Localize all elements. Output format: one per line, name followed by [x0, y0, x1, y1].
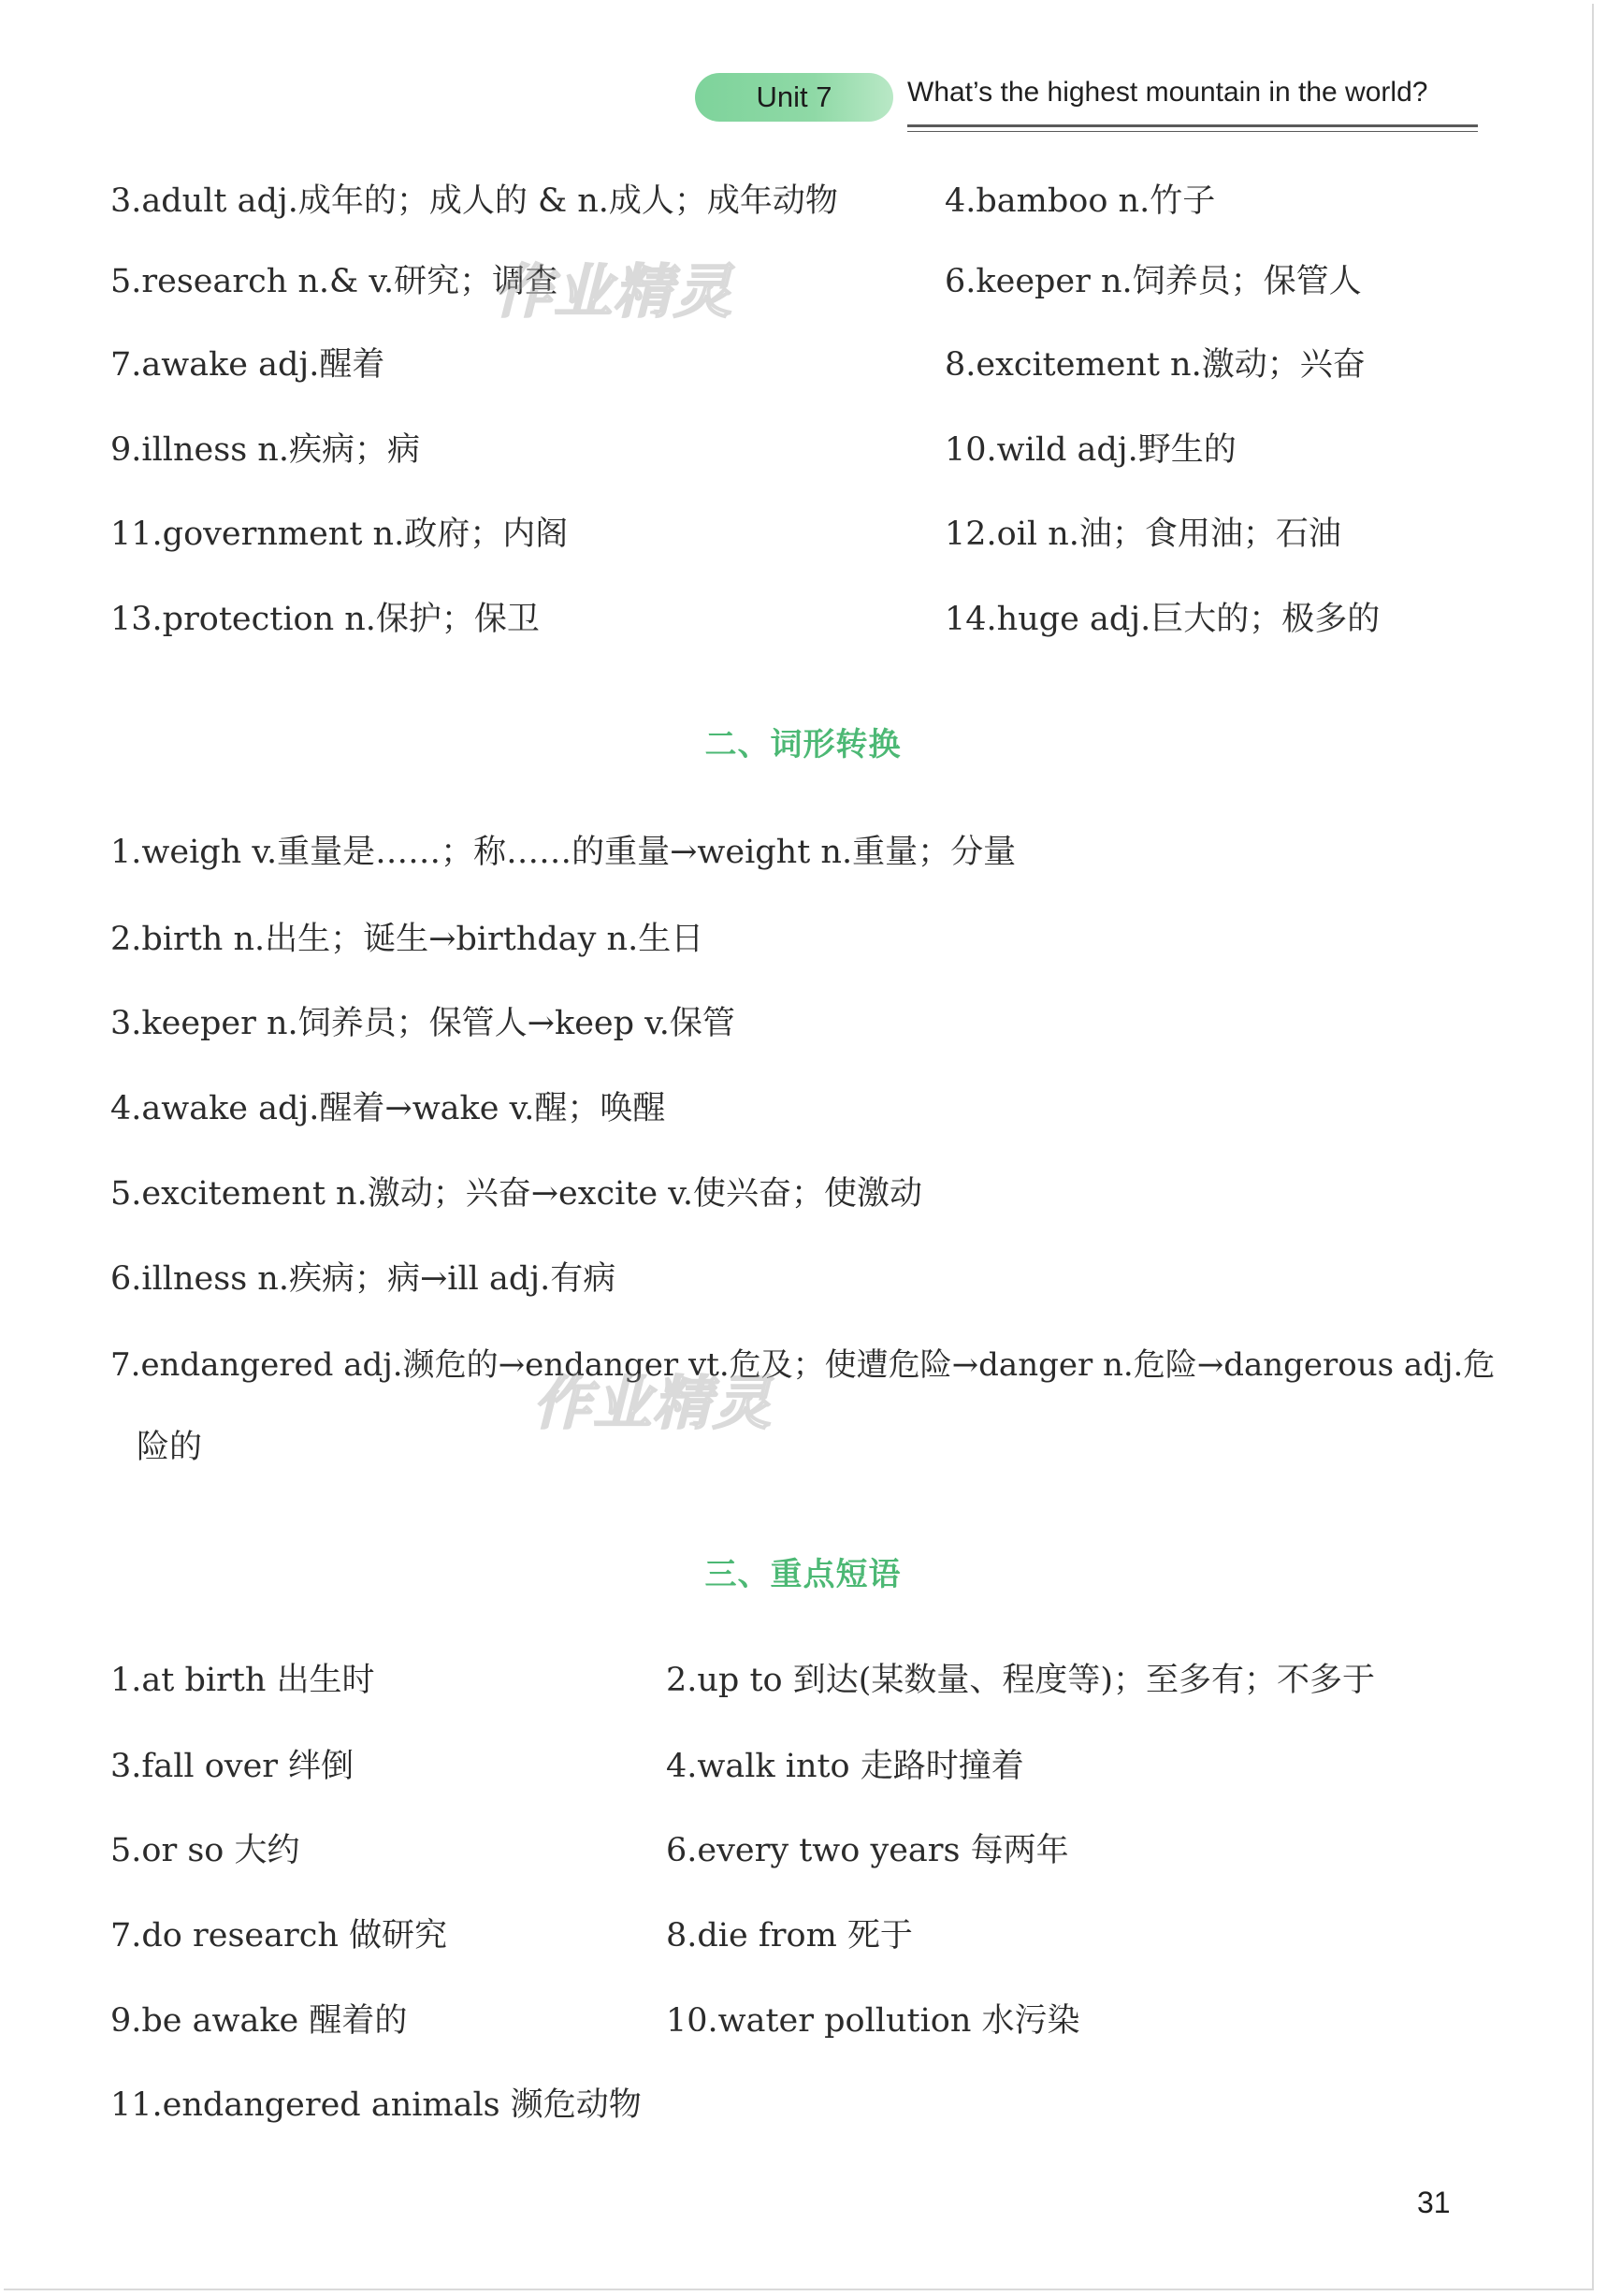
phrase-item: 11.endangered animals 濒危动物	[110, 2086, 642, 2124]
vocab-item: 4.bamboo n.竹子	[945, 182, 1216, 220]
phrase-item: 1.at birth 出生时	[110, 1662, 375, 1699]
unit-badge: Unit 7	[695, 73, 893, 122]
header-title: What’s the highest mountain in the world?	[907, 77, 1428, 108]
page-header	[0, 0, 1606, 140]
vocab-item: 10.wild adj.野生的	[945, 431, 1237, 469]
word-form-item: 7.endangered adj.濒危的→endanger vt.危及；使遭危险→danger n.危险→dangerous adj.危	[110, 1346, 1496, 1384]
phrase-item: 7.do research 做研究	[110, 1917, 447, 1955]
vocab-item: 12.oil n.油；食用油；石油	[945, 516, 1341, 553]
vocab-item: 8.excitement n.激动；兴奋	[945, 346, 1366, 384]
vocab-item: 3.adult adj.成年的；成人的 & n.成人；成年动物	[110, 182, 838, 220]
vocab-item: 13.protection n.保护；保卫	[110, 601, 540, 638]
word-form-item: 5.excitement n.激动；兴奋→excite v.使兴奋；使激动	[110, 1175, 922, 1213]
phrase-item: 10.water pollution 水污染	[666, 2002, 1080, 2040]
word-form-item: 2.birth n.出生；诞生→birthday n.生日	[110, 921, 704, 958]
word-form-item: 1.weigh v.重量是……；称……的重量→weight n.重量；分量	[110, 834, 1017, 871]
word-form-item: 3.keeper n.饲养员；保管人→keep v.保管	[110, 1005, 735, 1042]
phrase-item: 9.be awake 醒着的	[110, 2002, 408, 2040]
watermark: 作业精灵	[494, 257, 734, 326]
vocab-item: 7.awake adj.醒着	[110, 346, 385, 384]
vocab-item: 9.illness n.疾病；病	[110, 431, 420, 469]
header-rule	[907, 124, 1478, 127]
phrase-item: 8.die from 死于	[666, 1917, 913, 1955]
section-title-key-phrases: 三、重点短语	[704, 1556, 902, 1593]
section-title-word-forms: 二、词形转换	[704, 726, 902, 763]
page-number: 31	[1417, 2186, 1451, 2219]
vocab-item: 14.huge adj.巨大的；极多的	[945, 601, 1381, 638]
watermark: 作业精灵	[533, 1369, 774, 1437]
header-rule-thin	[907, 131, 1478, 132]
phrase-item: 5.or so 大约	[110, 1832, 300, 1869]
vocab-item: 5.research n.& v.研究；调查	[110, 263, 558, 300]
vocab-item: 6.keeper n.饲养员；保管人	[945, 263, 1362, 300]
vocab-item: 11.government n.政府；内阁	[110, 516, 569, 553]
word-form-item: 4.awake adj.醒着→wake v.醒；唤醒	[110, 1090, 666, 1127]
phrase-item: 3.fall over 绊倒	[110, 1748, 354, 1785]
word-form-item-continuation: 险的	[137, 1429, 203, 1466]
word-form-item: 6.illness n.疾病；病→ill adj.有病	[110, 1260, 616, 1298]
phrase-item: 2.up to 到达(某数量、程度等)；至多有；不多于	[666, 1662, 1376, 1699]
phrase-item: 6.every two years 每两年	[666, 1832, 1069, 1869]
phrase-item: 4.walk into 走路时撞着	[666, 1748, 1024, 1785]
